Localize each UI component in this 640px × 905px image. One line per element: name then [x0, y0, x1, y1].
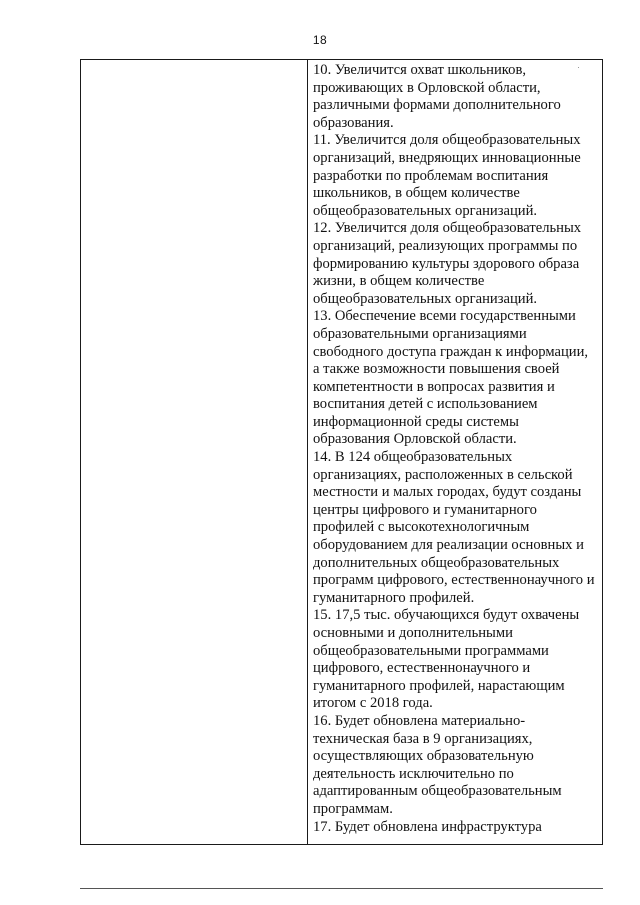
table-right-cell [308, 60, 602, 844]
result-item-11: 11. Увеличится доля общеобразовательных организаций, внедряющих инновационные разработки по проблемам воспитания школьников, в общем количестве общеобразовательных организаций. [313, 132, 581, 219]
page-number: 18 [312, 33, 328, 47]
page-bottom-rule [80, 888, 603, 889]
document-table [80, 59, 603, 845]
result-item-13: 13. Обеспечение всеми государственными образовательными организациями свободного доступа граждан к информации, а также возможности повышения своей компетентности в вопросах развития и воспитания детей с использованием информационной среды системы образования Орловской области. [313, 308, 589, 448]
result-item-16: 16. Будет обновлена материально-техническая база в 9 организациях, осуществляющих образовательную деятельность исключительно по адаптированным общеобразовательным программам. [313, 712, 562, 817]
result-item-12: 12. Увеличится доля общеобразовательных организаций, реализующих программы по формированию культуры здорового образа жизни, в общем количестве общеобразовательных организаций. [313, 220, 582, 307]
result-item-10: 10. Увеличится охват школьников, проживающих в Орловской области, различными формами дополнительного образования. [313, 62, 561, 131]
result-item-15: 15. 17,5 тыс. обучающихся будут охвачены основными и дополнительными общеобразовательными программами цифрового, естественнонаучного и гуманитарного профилей, нарастающим итогом с 2018 года. [313, 607, 580, 712]
table-left-cell [81, 60, 308, 844]
result-item-14: 14. В 124 общеобразовательных организациях, расположенных в сельской местности и малых городах, будут созданы центры цифрового и гуманитарного профилей с высокотехнологичным оборудованием для реализации основных и дополнительных общеобразовательных программ цифрового, естественнонаучного и гуманитарного профилей. [313, 449, 595, 606]
result-item-17: 17. Будет обновлена инфраструктура [313, 818, 542, 835]
scan-speck [578, 67, 579, 68]
